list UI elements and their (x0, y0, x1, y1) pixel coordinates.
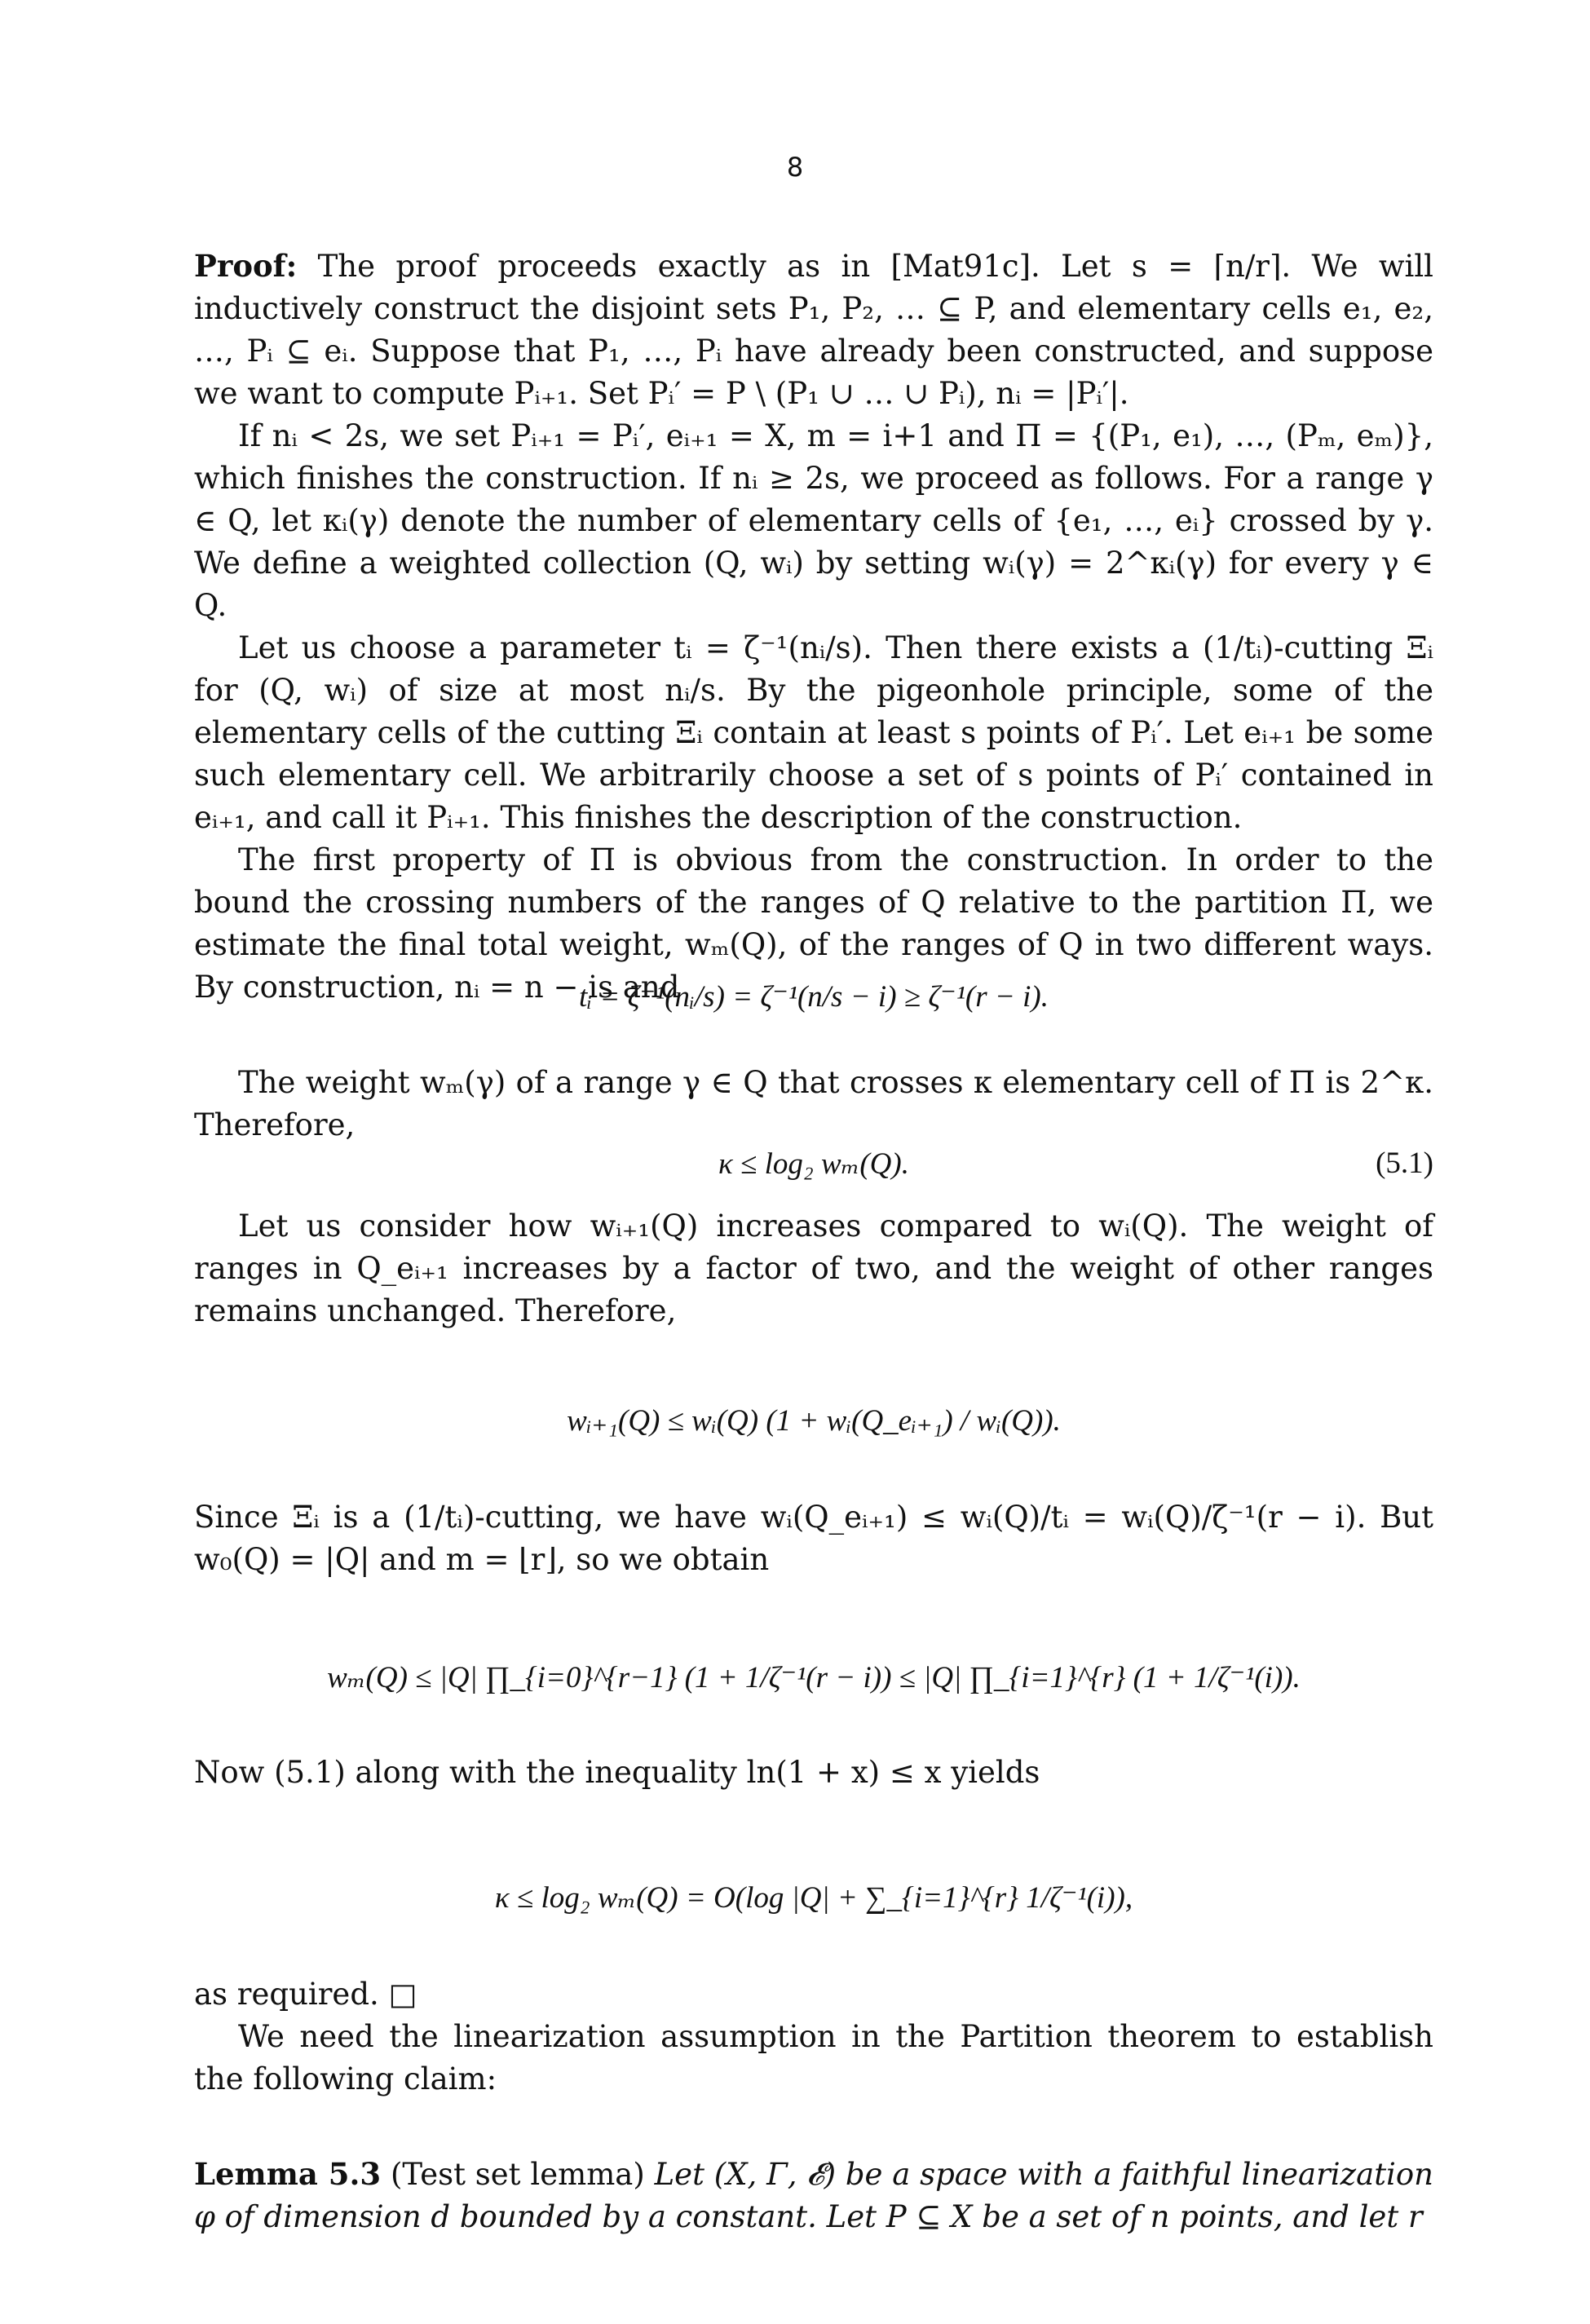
paragraph-construction: If nᵢ < 2s, we set Pᵢ₊₁ = Pᵢ′, eᵢ₊₁ = X, m = i+1 and Π = {(P₁, e₁), …, (Pₘ, eₘ)}, which finishes the construction. If nᵢ ≥ 2s, we proceed as follows. For a range γ ∈ Q, let κᵢ(γ) denote the number of elementary cells of {e₁, …, eᵢ} crossed by γ. We define a weighted collection (Q, wᵢ) by setting wᵢ(γ) = 2^κᵢ(γ) for every γ ∈ Q. (194, 418, 1433, 623)
equation-kappa-bound: κ ≤ log₂ wₘ(Q). (718, 1147, 909, 1181)
weight-block (194, 1062, 1433, 1147)
lemma-5-3 (194, 2153, 1433, 2238)
paragraph-crossing: The first property of Π is obvious from the construction. In order to the bound the crossing numbers of the ranges of Q relative to the partition Π, we estimate the final total weight, wₘ(Q), of the ranges of Q in two different ways. By construction, nᵢ = n − is and (194, 842, 1433, 1005)
cutting-block (194, 1496, 1433, 1581)
paragraph-weight: The weight wₘ(γ) of a range γ ∈ Q that crosses κ elementary cell of Π is 2^κ. Therefore, (194, 1065, 1433, 1142)
lemma-statement: Let (X, Γ, 𝓔) be a space with a faithful linearization φ of dimension d bounded by a constant. Let P ⊆ X be a set of n points, and let r (194, 2157, 1433, 2234)
paragraph-as-required: as required. □ (194, 1977, 417, 2012)
paragraph-parameter: Let us choose a parameter tᵢ = ζ⁻¹(nᵢ/s). Then there exists a (1/tᵢ)-cutting Ξᵢ for (Q, wᵢ) of size at most nᵢ/s. By the pigeonhole principle, some of the elementary cells of the cutting Ξᵢ contain at least s points of Pᵢ′. Let eᵢ₊₁ be some such elementary cell. We arbitrarily choose a set of s points of Pᵢ′ contained in eᵢ₊₁, and call it Pᵢ₊₁. This finishes the description of the construction. (194, 630, 1433, 835)
equation-number-5-1: (5.1) (1376, 1147, 1433, 1180)
paragraph-linearization: We need the linearization assumption in the Partition theorem to establish the following claim: (194, 2019, 1433, 2096)
yields-block (194, 1752, 1433, 1794)
paragraph-proof (194, 245, 1433, 415)
lemma-heading: Lemma 5.3 (194, 2156, 382, 2192)
page-number: 8 (786, 152, 804, 183)
paragraph-increase: Let us consider how wᵢ₊₁(Q) increases compared to wᵢ(Q). The weight of ranges in Q_eᵢ₊₁ increases by a factor of two, and the weight of other ranges remains unchanged. Therefore, (194, 1208, 1433, 1328)
closing-block (194, 1973, 1433, 2101)
equation-final-bound: κ ≤ log₂ wₘ(Q) = O(log |Q| + ∑_{i=1}^{r} 1/ζ⁻¹(i)), (494, 1881, 1133, 1915)
paragraph-cutting: Since Ξᵢ is a (1/tᵢ)-cutting, we have wᵢ(Q_eᵢ₊₁) ≤ wᵢ(Q)/tᵢ = wᵢ(Q)/ζ⁻¹(r − i). But w₀(Q) = |Q| and m = ⌊r⌋, so we obtain (194, 1500, 1433, 1577)
proof-block (194, 245, 1433, 1009)
lemma-name: (Test set lemma) (390, 2157, 645, 2192)
paragraph-yields: Now (5.1) along with the inequality ln(1 + x) ≤ x yields (194, 1755, 1040, 1790)
increase-block (194, 1205, 1433, 1332)
proof-heading: Proof: (194, 248, 298, 284)
equation-t-i: tᵢ = ζ⁻¹(nᵢ/s) = ζ⁻¹(n/s − i) ≥ ζ⁻¹(r − i). (579, 980, 1049, 1014)
paragraph-proof-text: The proof proceeds exactly as in [Mat91c]. Let s = ⌈n/r⌉. We will inductively construct the disjoint sets P₁, P₂, … ⊆ P, and elementary cells e₁, e₂, …, Pᵢ ⊆ eᵢ. Suppose that P₁, …, Pᵢ have already been constructed, and suppose we want to compute Pᵢ₊₁. Set Pᵢ′ = P \ (P₁ ∪ … ∪ Pᵢ), nᵢ = |Pᵢ′|. (194, 249, 1433, 411)
equation-weight-step: wᵢ₊₁(Q) ≤ wᵢ(Q) (1 + wᵢ(Q_eᵢ₊₁) / wᵢ(Q)). (567, 1404, 1061, 1438)
equation-product-bound: wₘ(Q) ≤ |Q| ∏_{i=0}^{r−1} (1 + 1/ζ⁻¹(r − i)) ≤ |Q| ∏_{i=1}^{r} (1 + 1/ζ⁻¹(i)). (327, 1661, 1301, 1694)
